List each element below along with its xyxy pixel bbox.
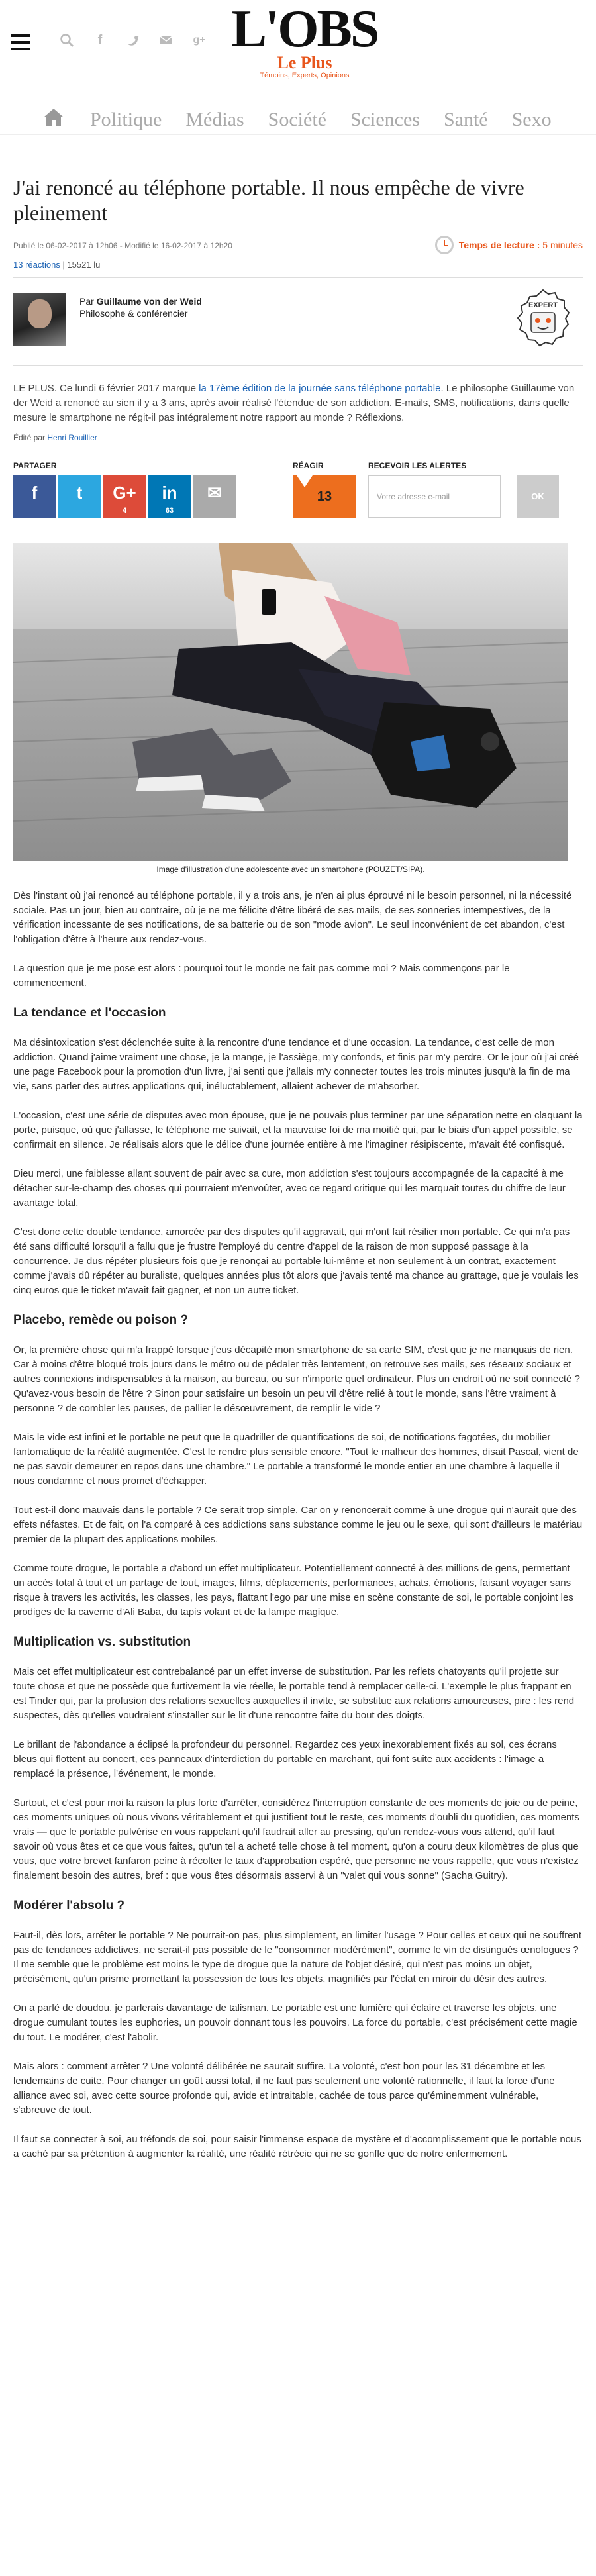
publish-dates: Publié le 06-02-2017 à 12h06 - Modifié le 16-02-2017 à 12h20 — [13, 241, 232, 250]
nav-politique[interactable]: Politique — [90, 108, 162, 130]
facebook-icon: f — [31, 483, 38, 503]
twitter-share-button[interactable] — [58, 475, 101, 518]
email-share-button[interactable] — [193, 475, 236, 518]
paragraph: Dieu merci, une faiblesse allant souvent de pair avec sa cure, mon addiction s'est toujours accompagnée de la capacité à me détacher sur-le-champ des choses qui pourraient m'envoûter, avec ce regard critique qui les marquait toutes du chiffre de leur avantage total. — [13, 1168, 566, 1209]
paragraph: On a parlé de doudou, je parlerais davantage de talisman. Le portable est une lumière qui éclaire et traverse les objets, une drogue cumulant toutes les euphories, un pouvoir donnant tous les pouvoirs. La force du portable, c'est précisément cette magie du tout. Le modérer, c'est l'abolir. — [13, 2003, 577, 2043]
paragraph: La question que je me pose est alors : pourquoi tout le monde ne fait pas comme moi ? Mais commençons par le commencement. — [13, 963, 510, 989]
react-block — [293, 461, 332, 504]
home-icon[interactable] — [42, 107, 66, 132]
alerts-label: RECEVOIR LES ALERTES — [368, 461, 467, 470]
reading-time-label: Temps de lecture : — [458, 240, 543, 250]
share-bar — [13, 461, 583, 534]
paragraph: Mais alors : comment arrêter ? Une volonté délibérée ne saurait suffire. La volonté, c'est bon pour les 31 décembre et les lendemains de cuite. Pour changer un goût aussi total, il ne faut pas seulement une volonté rationnelle, il faut la force d'une alliance avec soi, avec cette source profonde qui, avide et intraitable, cachée de tous parce qu'éminemment vulnérable, s'abreuve de tout. — [13, 2061, 555, 2116]
paragraph: Surtout, et c'est pour moi la raison la plus forte d'arrêter, considérez l'interruption constante de ces moments de joie ou de peine, ces moments uniques où nous vivons véritablement et qui justifient tout le reste, ces moments d'oubli du quotidien, ces moments vrais — que le portable pulvérise en vous rappelant qu'il faudrait aller au pressing, qu'un rendez-vous vous attend, qu'il faut savoir où vous êtes et ce que vous faites, qu'un tel a acheté telle chose à tel moment, qu'on a couru deux kilomètres de plus que vous, que votre brevet fanfaron peine à récolter le taux d'approbation espéré, que personne ne vous rappelle, que vous n'existez finalement besoin des autres, bref : que vous êtes désormais asservi à un "valet qui vous sonne" (Sacha Guitry). — [13, 1797, 579, 1881]
article-stats: 13 réactions | 15521 lu — [13, 260, 583, 278]
facebook-icon[interactable]: f — [97, 33, 103, 48]
paragraph: Tout est-il donc mauvais dans le portable ? Ce serait trop simple. Car on y renoncerait comme à une drogue qui n'aurait que des effets néfastes. Et de fait, on l'a comparé à ces addictions sans substance comme le jeu ou le sexe, qui sont d'ailleurs le matériau premier de la plupart des applications mobiles. — [13, 1505, 583, 1545]
logo-tagline: Témoins, Experts, Opinions — [260, 72, 350, 79]
share-buttons — [13, 475, 236, 518]
react-count-button[interactable]: 13 — [293, 475, 356, 518]
google-plus-icon: G+ — [113, 483, 136, 503]
article-meta — [13, 241, 583, 257]
paragraph: Mais cet effet multiplicateur est contrebalancé par un effet inverse de substitution. Par les reflets chatoyants qu'il projette sur toute chose et que ne possède que furtivement la vie réelle, le portable tend à remplacer celle-ci. L'exemple le plus frappant en est Tinder qui, par la profusion des relations sexuelles auxquelles il invite, se substitue aux relations amoureuses, pire : les rend suspectes, dès qu'elles voudraient s'installer sur le lit d'une rencontre faite du bout des doigts. — [13, 1666, 575, 1721]
menu-icon[interactable] — [11, 34, 30, 50]
share-count: 63 — [165, 507, 174, 515]
article-photo — [13, 543, 568, 861]
react-label: RÉAGIR — [293, 461, 324, 470]
paragraph: Le brillant de l'abondance a éclipsé la profondeur du personnel. Regardez ces yeux inexorablement fixés au sol, ces écrans bleus qui flottent au concert, ces panneaux d'interdiction du portable en marchant, qui font suite aux accidents : l'image a remplacé la présence, l'événement, le monde. — [13, 1739, 557, 1779]
paragraph: Or, la première chose qui m'a frappé lorsque j'eus décapité mon smartphone de sa carte SIM, c'est que je ne manquais de rien. Car à moins d'être bloqué trois jours dans le métro ou de pédaler très lentement, on retrouve ses mails, ses réseaux sociaux et autres connexions indispensables à la maison, au bureau, ou sur n'importe quel ordinateur. Plus un endroit où ne soit connecté ? Qu'avez-vous besoin de l'être ? Sinon pour satisfaire un besoin un peu vil d'être relié à tout le monde, sans l'être vraiment à personne ? de combler les pauses, de pallier le désœuvrement, de remplir le vide ? — [13, 1344, 580, 1414]
section-heading: Multiplication vs. substitution — [13, 1635, 191, 1649]
google-plus-share-button[interactable] — [103, 475, 146, 518]
site-logo[interactable] — [225, 0, 384, 79]
nav-sante[interactable]: Santé — [443, 108, 488, 130]
paragraph: Comme toute drogue, le portable a d'abord un effet multiplicateur. Potentiellement connecté à des millions de gens, permettant un accès total à tout et un partage de tout, images, films, déplacements, performances, achats, émotions, faisant voyager sans risque à travers les activités, les classes, les pays, flattant l'ego par une mise en scène constante de soi, le portable conjoint les prodiges de la caverne d'Ali Baba, du tapis volant et de la lampe magique. — [13, 1563, 573, 1618]
header-icons — [60, 33, 207, 48]
badge-text: EXPERT — [528, 301, 558, 309]
photo-caption: Image d'illustration d'une adolescente avec un smartphone (POUZET/SIPA). — [156, 865, 425, 874]
article — [13, 175, 583, 2176]
author-role: Philosophe & conférencier — [79, 308, 188, 319]
alerts-block — [368, 461, 580, 501]
paragraph: Dès l'instant où j'ai renoncé au téléphone portable, il y a trois ans, je n'en ai plus éprouvé ni le besoin personnel, ni la nécessité sociale. Pas un jour, bien au contraire, où je ne me félicite d'être libéré de ses mails, de ses sonneries intempestives, de la vérification incessante de ses notifications, de sa batterie ou de son "mode avion". Le seul inconvénient de cet abandon, c'est l'obligation d'être à l'heure aux rendez-vous. — [13, 890, 572, 945]
ok-button[interactable]: OK — [517, 475, 559, 518]
paragraph: Ma désintoxication s'est déclenchée suite à la rencontre d'une tendance et d'une occasion. La tendance, c'est celle de mon addiction. Quand j'aime vraiment une chose, je la mange, je l'assiège, m'y confonds, et finis par m'y perdre. Or le jour où j'ai créé une page Facebook pour la promotion d'un livre, j'ai senti que j'allais m'y connecter toutes les trois minutes jusqu'à la fin de ma vie, sans parler des autres applications qui, inéluctablement, allaient achever de m'absorber. — [13, 1037, 579, 1092]
expert-badge-icon — [511, 286, 575, 352]
site-header — [0, 0, 596, 130]
paragraph: L'occasion, c'est une série de disputes avec mon épouse, que je ne pouvais plus terminer par une séparation nette en claquant la porte, puisque, où que j'allasse, le téléphone me suivait, et la mauvaise foi de ma moitié qui, par le biais d'un appel possible, se confirmait en silence. Je réalisais alors que le délice d'une journée entière à me l'imaginer résipiscente, m'avait été confisqué. — [13, 1110, 583, 1150]
paragraph: Mais le vide est infini et le portable ne peut que le quadriller de quantifications de soi, de notifications fagotées, du mobilier fantomatique de la réalité augmentée. C'est le rendre plus sensible encore. "Tout le malheur des hommes, disait Pascal, vient de ne pas savoir demeurer en repos dans une chambre." Le portable a transformé le monde entier en une chambre à laquelle il nous condamne et nous promet d'échapper. — [13, 1432, 579, 1487]
author-by: Par — [79, 296, 97, 307]
email-input[interactable]: Votre adresse e-mail — [368, 475, 501, 518]
main-nav — [0, 105, 596, 135]
linkedin-icon: in — [162, 483, 177, 503]
share-label: PARTAGER — [13, 461, 57, 470]
nav-societe[interactable]: Société — [268, 108, 326, 130]
section-heading: Modérer l'absolu ? — [13, 1899, 125, 1912]
logo-main: L'OBS — [231, 0, 378, 58]
facebook-share-button[interactable] — [13, 475, 56, 518]
avatar[interactable] — [13, 293, 66, 346]
lede-part-1: LE PLUS. Ce lundi 6 février 2017 marque — [13, 383, 199, 394]
paragraph: Faut-il, dès lors, arrêter le portable ? Ne pourrait-on pas, plus simplement, en limiter l'usage ? Pour celles et ceux qui ne souffrent pas de tendances addictives, ne serait-il pas possible de le "consommer modérément", comme le vin de distingués œnologues ? Il me semble que le problème est moins le type de drogue que la nature de l'objet désiré, qui n'est pas moins un objet, précisément, qu'un prisme promettant la possession de tous les objets, magnifiés par l'éclat en miroir du désir des autres. — [13, 1930, 582, 1985]
paragraph: C'est donc cette double tendance, amorcée par des disputes qu'il aggravait, qui m'ont fait résilier mon portable. Ce qui m'a pas été sans difficulté lorsqu'il a fallu que je frustre l'employé du centre d'appel de la raison de mon supposé passage à la concurrence. Je dus répéter plusieurs fois que je renonçai au portable lui-même et non seulement à un contrat, exactement comme j'avais dû répéter au buraliste, quelques années plus tôt alors que j'avais tenté ma chance au grattage, que je voulais les cinq euros que le ticket m'avait fait gagner, et non un autre ticket. — [13, 1226, 579, 1296]
linkedin-share-button[interactable] — [148, 475, 191, 518]
edited-by — [13, 433, 583, 442]
logo-sub: Le Plus — [277, 53, 332, 72]
reactions-link[interactable]: 13 réactions — [13, 260, 60, 270]
lede-part-2: . Le philosophe Guillaume von der Weid a renoncé au sien il y a 3 ans, après avoir réalisé l'étendue de son addiction. E-mails, SMS, notifications, dans quelle mesure le smartphone ne régit-il pas intégralement notre rapport au monde ? Réflexions. — [13, 383, 575, 423]
reading-time-value: 5 minutes — [542, 240, 583, 250]
twitter-icon[interactable] — [126, 33, 140, 48]
reading-time — [435, 236, 583, 254]
author-info — [79, 295, 202, 319]
author-box — [13, 293, 583, 366]
nav-sciences[interactable]: Sciences — [350, 108, 420, 130]
nav-medias[interactable]: Médias — [185, 108, 244, 130]
twitter-icon: t — [76, 483, 83, 503]
edited-by-label: Édité par — [13, 433, 48, 442]
article-lede — [13, 381, 583, 425]
views-count: 15521 lu — [67, 260, 101, 270]
share-count: 4 — [122, 507, 127, 515]
paragraph: Il faut se connecter à soi, au tréfonds de soi, pour saisir l'immense espace de mystère et d'accomplissement que le portable nous a caché par sa prétention à augmenter la réalité, une réalité rétrécie qui ne se gonfle que de notre enfermement. — [13, 2134, 581, 2159]
mail-icon[interactable] — [159, 33, 174, 48]
section-heading: Placebo, remède ou poison ? — [13, 1313, 188, 1327]
article-title: J'ai renoncé au téléphone portable. Il nous empêche de vivre pleinement — [13, 175, 524, 224]
author-name[interactable]: Guillaume von der Weid — [96, 296, 202, 307]
google-plus-icon[interactable]: g+ — [193, 34, 206, 46]
lede-link[interactable]: la 17ème édition de la journée sans téléphone portable — [199, 383, 441, 394]
article-body — [13, 889, 583, 2161]
clock-icon — [435, 236, 454, 254]
photo-illustration — [13, 543, 568, 861]
mail-icon: ✉ — [207, 483, 222, 503]
search-icon[interactable] — [60, 33, 74, 48]
editor-name[interactable]: Henri Rouillier — [47, 433, 97, 442]
nav-sexo[interactable]: Sexo — [511, 108, 552, 130]
section-heading: La tendance et l'occasion — [13, 1006, 166, 1020]
